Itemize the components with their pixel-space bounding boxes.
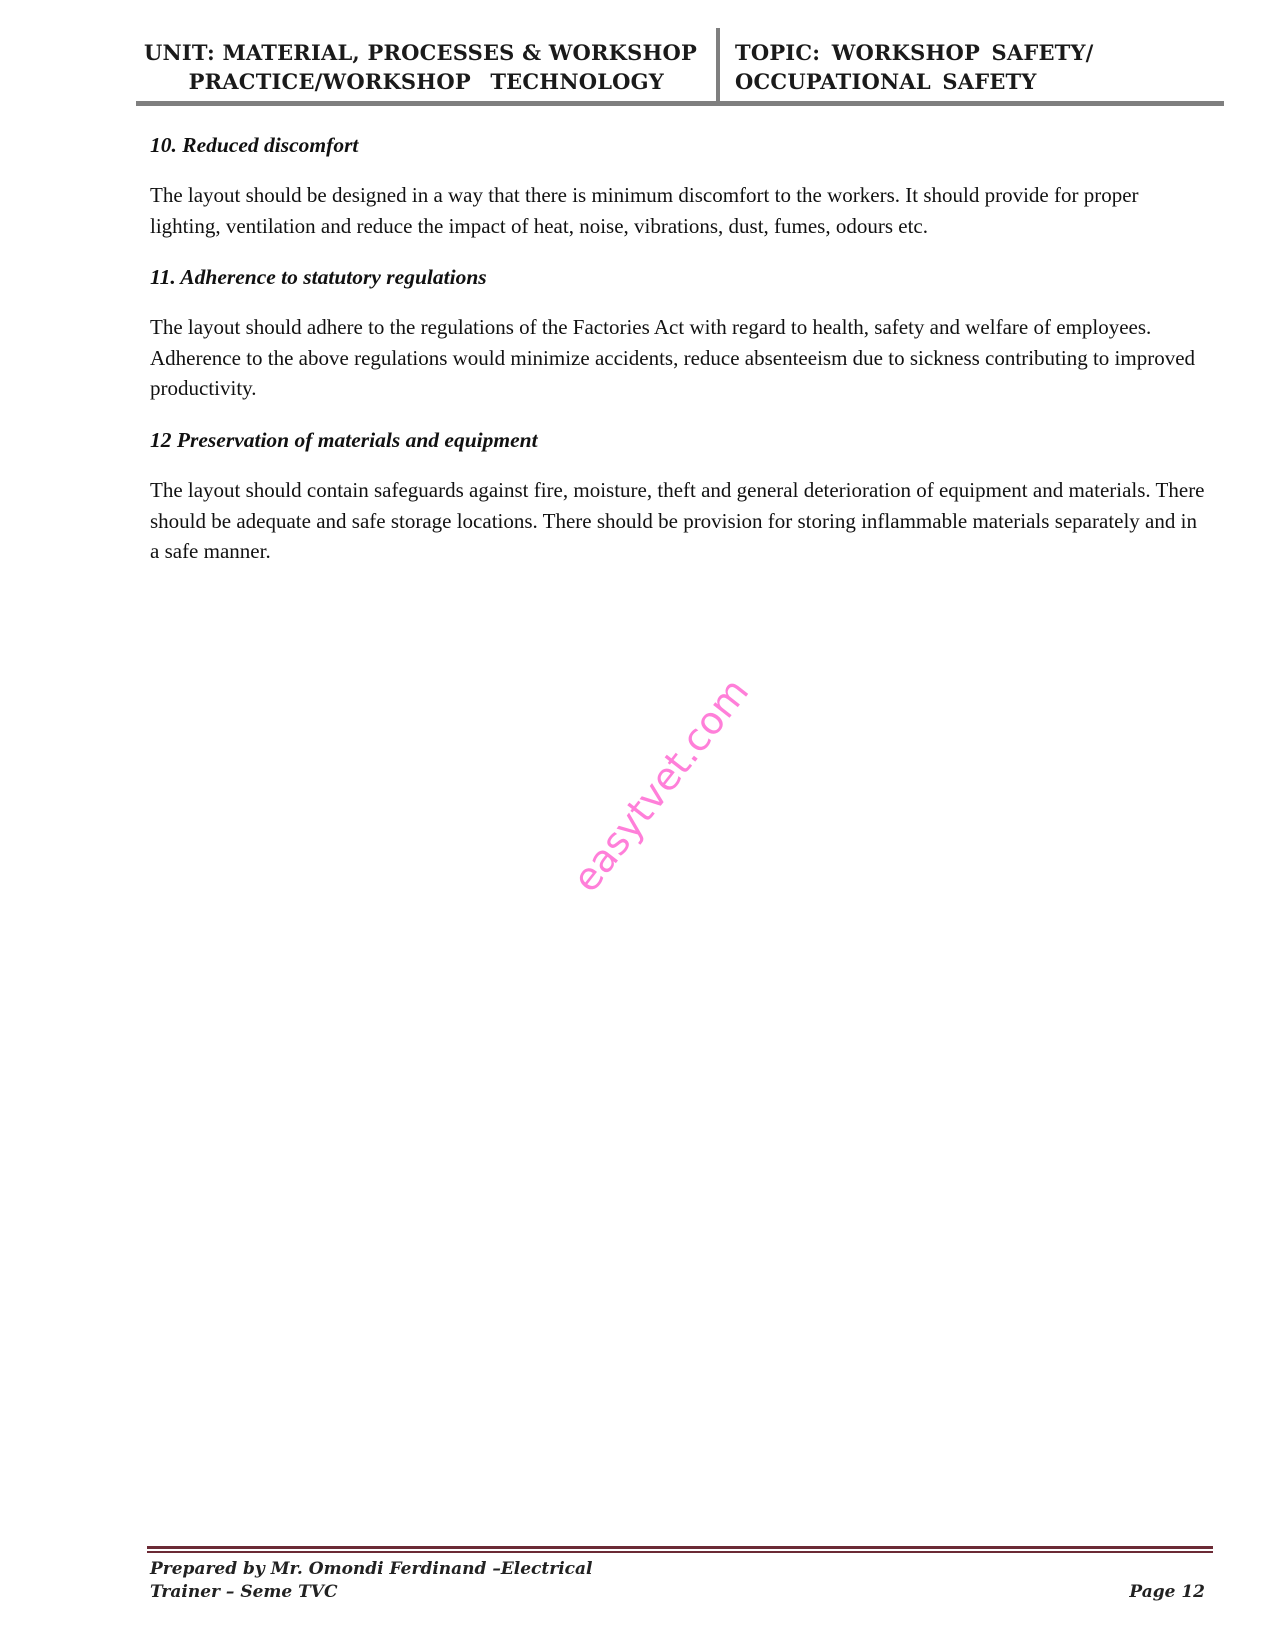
page-number: Page 12 — [1129, 1582, 1205, 1602]
footer-author-line2: Trainer – Seme TVC — [150, 1582, 338, 1602]
footer-author-line1: Prepared by Mr. Omondi Ferdinand –Electrical — [150, 1559, 593, 1579]
footer-author — [150, 1558, 750, 1604]
unit-title-line1: UNIT: MATERIAL, PROCESSES & WORKSHOP — [144, 40, 698, 65]
section-heading-reduced-discomfort: 10. Reduced discomfort — [150, 133, 359, 157]
section-paragraph-preservation: The layout should contain safeguards against fire, moisture, theft and general deterioration of equipment and materials. There should be adequate and safe storage locations. There should be provision for storing inflammable materials separately and in a safe manner. — [150, 478, 1205, 563]
header-rule — [136, 101, 1224, 106]
topic-title — [735, 38, 1215, 96]
section-heading-preservation: 12 Preservation of materials and equipment — [150, 428, 538, 452]
watermark: easytvet.com — [563, 669, 758, 901]
section-paragraph-statutory-regulations: The layout should adhere to the regulations of the Factories Act with regard to health, safety and welfare of employees. Adherence to the above regulations would minimize accidents, reduce absenteeism due to sickness contributing to improved productivity. — [150, 315, 1196, 400]
topic-title-line1: TOPIC: WORKSHOP SAFETY/ — [735, 40, 1094, 65]
footer-rule-thin — [147, 1551, 1213, 1553]
section-heading-statutory-regulations: 11. Adherence to statutory regulations — [150, 265, 487, 289]
footer-rule — [147, 1546, 1213, 1549]
topic-title-line2: OCCUPATIONAL SAFETY — [735, 69, 1037, 94]
header-divider — [716, 28, 720, 102]
section-paragraph-reduced-discomfort: The layout should be designed in a way that there is minimum discomfort to the workers. It should provide for proper lighting, ventilation and reduce the impact of heat, noise, vibrations, dust, fumes, odours etc. — [150, 183, 1139, 238]
page-header — [136, 26, 1224, 106]
unit-title — [144, 38, 698, 96]
unit-title-line2: PRACTICE/WORKSHOP TECHNOLOGY — [188, 69, 664, 94]
